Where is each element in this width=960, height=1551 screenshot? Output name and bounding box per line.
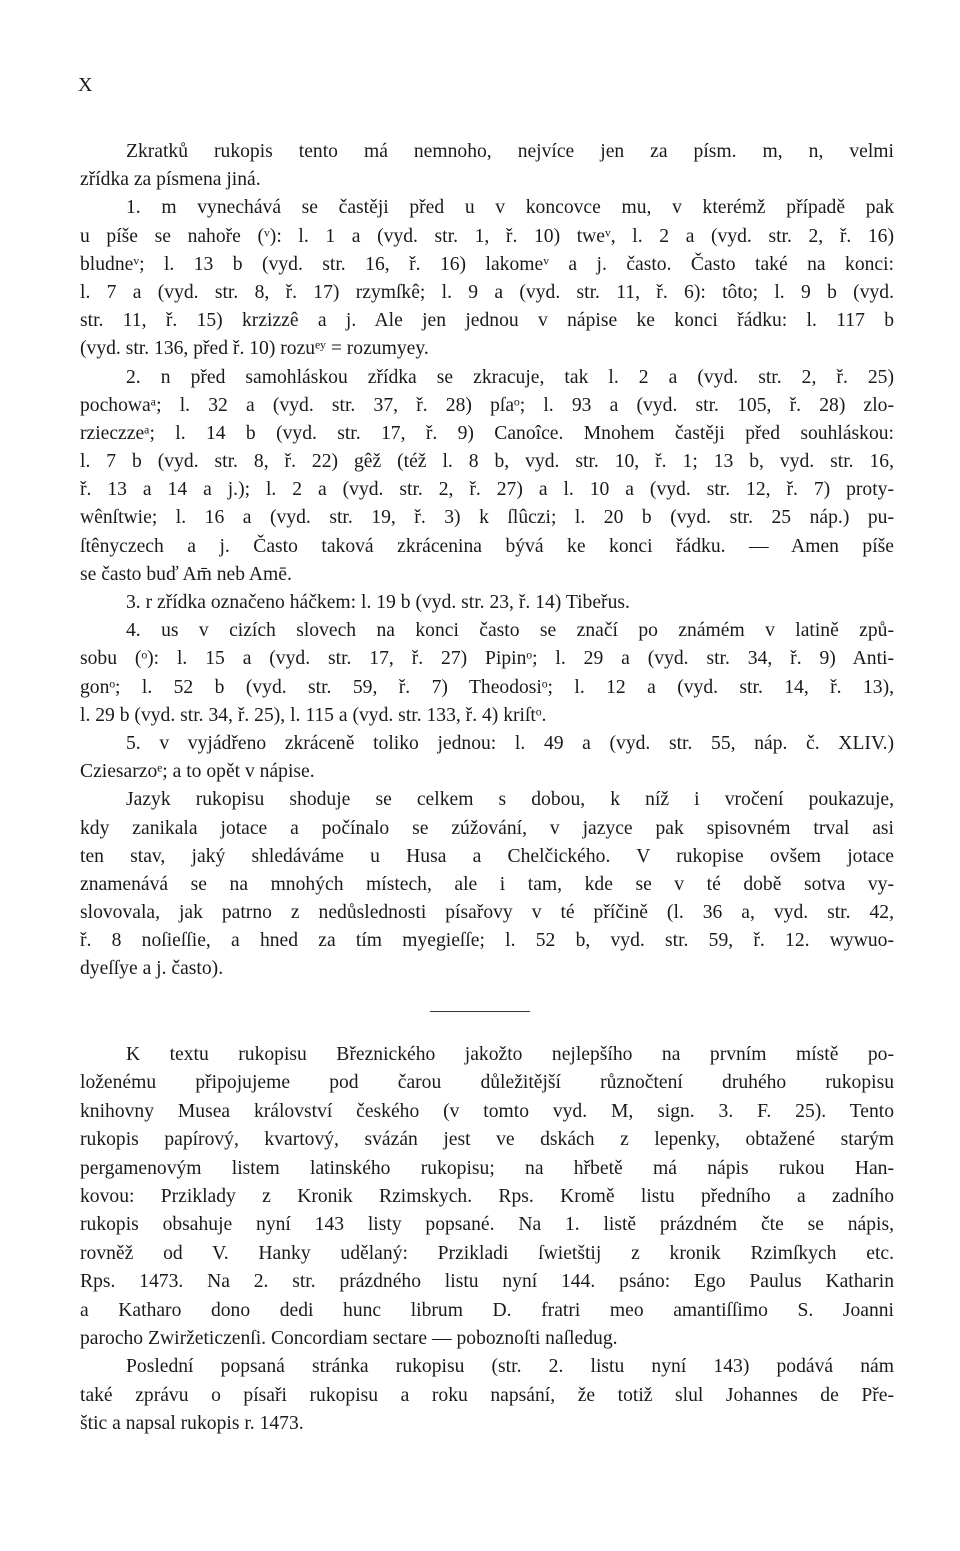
text-line: slovovala, jak patrno z nedůslednosti písařovy v té příčině (l. 36 a, vyd. str. 42, bbox=[80, 902, 894, 924]
text-line: ř. 13 a 14 a j.); l. 2 a (vyd. str. 2, ř. 27) a l. 10 a (vyd. str. 12, ř. 7) proty- bbox=[80, 479, 894, 501]
text-line: 2. n před samohláskou zřídka se zkracuje, tak l. 2 a (vyd. str. 2, ř. 25) bbox=[126, 366, 894, 388]
text-line: Cziesarzoᵉ; a to opět v nápise. bbox=[80, 761, 315, 783]
text-line: rovněž od V. Hanky udělaný: Przikladi ſwietštij z kronik Rzimſkych etc. bbox=[80, 1242, 894, 1264]
text-line: 5. v vyjádřeno zkráceně toliko jednou: l. 49 a (vyd. str. 55, náp. č. XLIV.) bbox=[126, 732, 894, 754]
text-line: sobu (ᵒ): l. 15 a (vyd. str. 17, ř. 27) Pipinᵒ; l. 29 a (vyd. str. 34, ř. 9) Anti- bbox=[80, 648, 894, 670]
text-line: u píše se nahoře (ᵛ): l. 1 a (vyd. str. 1, ř. 10) tweᵛ, l. 2 a (vyd. str. 2, ř. 16) bbox=[80, 225, 894, 247]
text-line: rukopis obsahuje nyní 143 listy popsané. Na 1. listě prázdném čte se nápis, bbox=[80, 1214, 894, 1236]
text-line: str. 11, ř. 15) krzizzê a j. Ale jen jednou v nápise ke konci řádku: l. 117 b bbox=[80, 310, 894, 332]
text-line: dyeſſye a j. často). bbox=[80, 958, 224, 980]
text-line: K textu rukopisu Březnického jakožto nejlepšího na prvním místě po- bbox=[126, 1044, 894, 1065]
text-line: ten stav, jaký shledáváme u Husa a Chelčického. V rukopise ovšem jotace bbox=[80, 845, 894, 867]
text-line: znamenává se na mnohých místech, ale i tam, kde se v té době sotva vy- bbox=[80, 873, 894, 895]
text-line: 3. r zřídka označeno háčkem: l. 19 b (vyd. str. 23, ř. 14) Tibeřus. bbox=[126, 592, 630, 613]
text-line: se často buď Am̄ neb Amē. bbox=[80, 563, 292, 585]
text-line: knihovny Musea království českého (v tomto vyd. M, sign. 3. F. 25). Tento bbox=[80, 1100, 894, 1122]
text-line: ř. 8 noſieſſie, a hned za tím myegieſſe; l. 52 b, vyd. str. 59, ř. 12. wywuo- bbox=[80, 930, 894, 952]
text-line: l. 7 b (vyd. str. 8, ř. 22) gêž (též l. 8 b, vyd. str. 10, ř. 1; 13 b, vyd. str. 16, bbox=[80, 451, 894, 473]
text-line: parocho Zwiržeticzenſi. Concordiam sectare — poboznoſti naſledug. bbox=[80, 1327, 618, 1349]
text-line: zřídka za písmena jiná. bbox=[80, 169, 261, 191]
text-line: pochowaᵃ; l. 32 a (vyd. str. 37, ř. 28) pſaᵒ; l. 93 a (vyd. str. 105, ř. 28) zlo- bbox=[80, 394, 894, 416]
text-line: loženému připojujeme pod čarou důležitější různočtení druhého rukopisu bbox=[80, 1072, 894, 1094]
text-line: Poslední popsaná stránka rukopisu (str. 2. listu nyní 143) podává nám bbox=[126, 1356, 894, 1378]
text-line: Zkratků rukopis tento má nemnoho, nejvíce jen za písm. m, n, velmi bbox=[126, 141, 894, 162]
manuscript-description-block bbox=[80, 1041, 894, 1438]
text-line: kdy zanikala jotace a počínalo se zúžování, v jazyce pak spisovném trval asi bbox=[80, 817, 894, 839]
text-line: rukopis papírový, kvartový, svázán jest ve dskách z lepenky, obtažené starým bbox=[80, 1129, 894, 1151]
text-line: bludneᵛ; l. 13 b (vyd. str. 16, ř. 16) lakomeᵛ a j. často. Často také na konci: bbox=[80, 253, 894, 275]
text-line: ſtênyczech a j. Často taková zkrácenina bývá ke konci řádku. — Amen píše bbox=[80, 535, 894, 557]
text-line: 4. us v cizích slovech na konci často se značí po známém v latině způ- bbox=[126, 620, 894, 642]
text-line: také zprávu o písaři rukopisu a roku napsání, že totiž slul Johannes de Pře- bbox=[80, 1384, 894, 1406]
text-line: wênſtwie; l. 16 a (vyd. str. 19, ř. 3) k ſlûczi; l. 20 b (vyd. str. 25 náp.) pu- bbox=[80, 507, 894, 529]
text-line: (vyd. str. 136, před ř. 10) rozuᵉʸ = rozumyey. bbox=[80, 338, 429, 360]
text-line: kovou: Prziklady z Kronik Rzimskych. Rps. Kromě listu předního a zadního bbox=[80, 1185, 894, 1207]
text-line: rzieczzeᵃ; l. 14 b (vyd. str. 17, ř. 9) Canoîce. Mnohem častěji před souhláskou: bbox=[80, 422, 894, 444]
text-line: pergamenovým listem latinského rukopisu; na hřbetě má nápis rukou Han- bbox=[80, 1157, 894, 1179]
text-line: Jazyk rukopisu shoduje se celkem s dobou, k níž i vročení poukazuje, bbox=[126, 789, 894, 811]
text-line: Rps. 1473. Na 2. str. prázdného listu nyní 144. psáno: Ego Paulus Katharin bbox=[80, 1271, 894, 1293]
page-number: X bbox=[78, 74, 94, 96]
section-separator bbox=[430, 1011, 530, 1012]
main-text-block bbox=[80, 138, 894, 984]
text-line: a Katharo dono dedi hunc librum D. fratri meo amantiſſimo S. Joanni bbox=[80, 1299, 894, 1321]
text-line: l. 7 a (vyd. str. 8, ř. 17) rzymſkê; l. 9 a (vyd. str. 11, ř. 6): tôto; l. 9 b (vyd. bbox=[80, 281, 894, 303]
text-line: štic a napsal rukopis r. 1473. bbox=[80, 1413, 304, 1435]
text-line: gonᵒ; l. 52 b (vyd. str. 59, ř. 7) Theodosiᵒ; l. 12 a (vyd. str. 14, ř. 13), bbox=[80, 676, 894, 698]
text-line: l. 29 b (vyd. str. 34, ř. 25), l. 115 a (vyd. str. 133, ř. 4) kriſtᵒ. bbox=[80, 704, 547, 726]
text-line: 1. m vynechává se častěji před u v koncovce mu, v kterémž případě pak bbox=[126, 197, 894, 219]
